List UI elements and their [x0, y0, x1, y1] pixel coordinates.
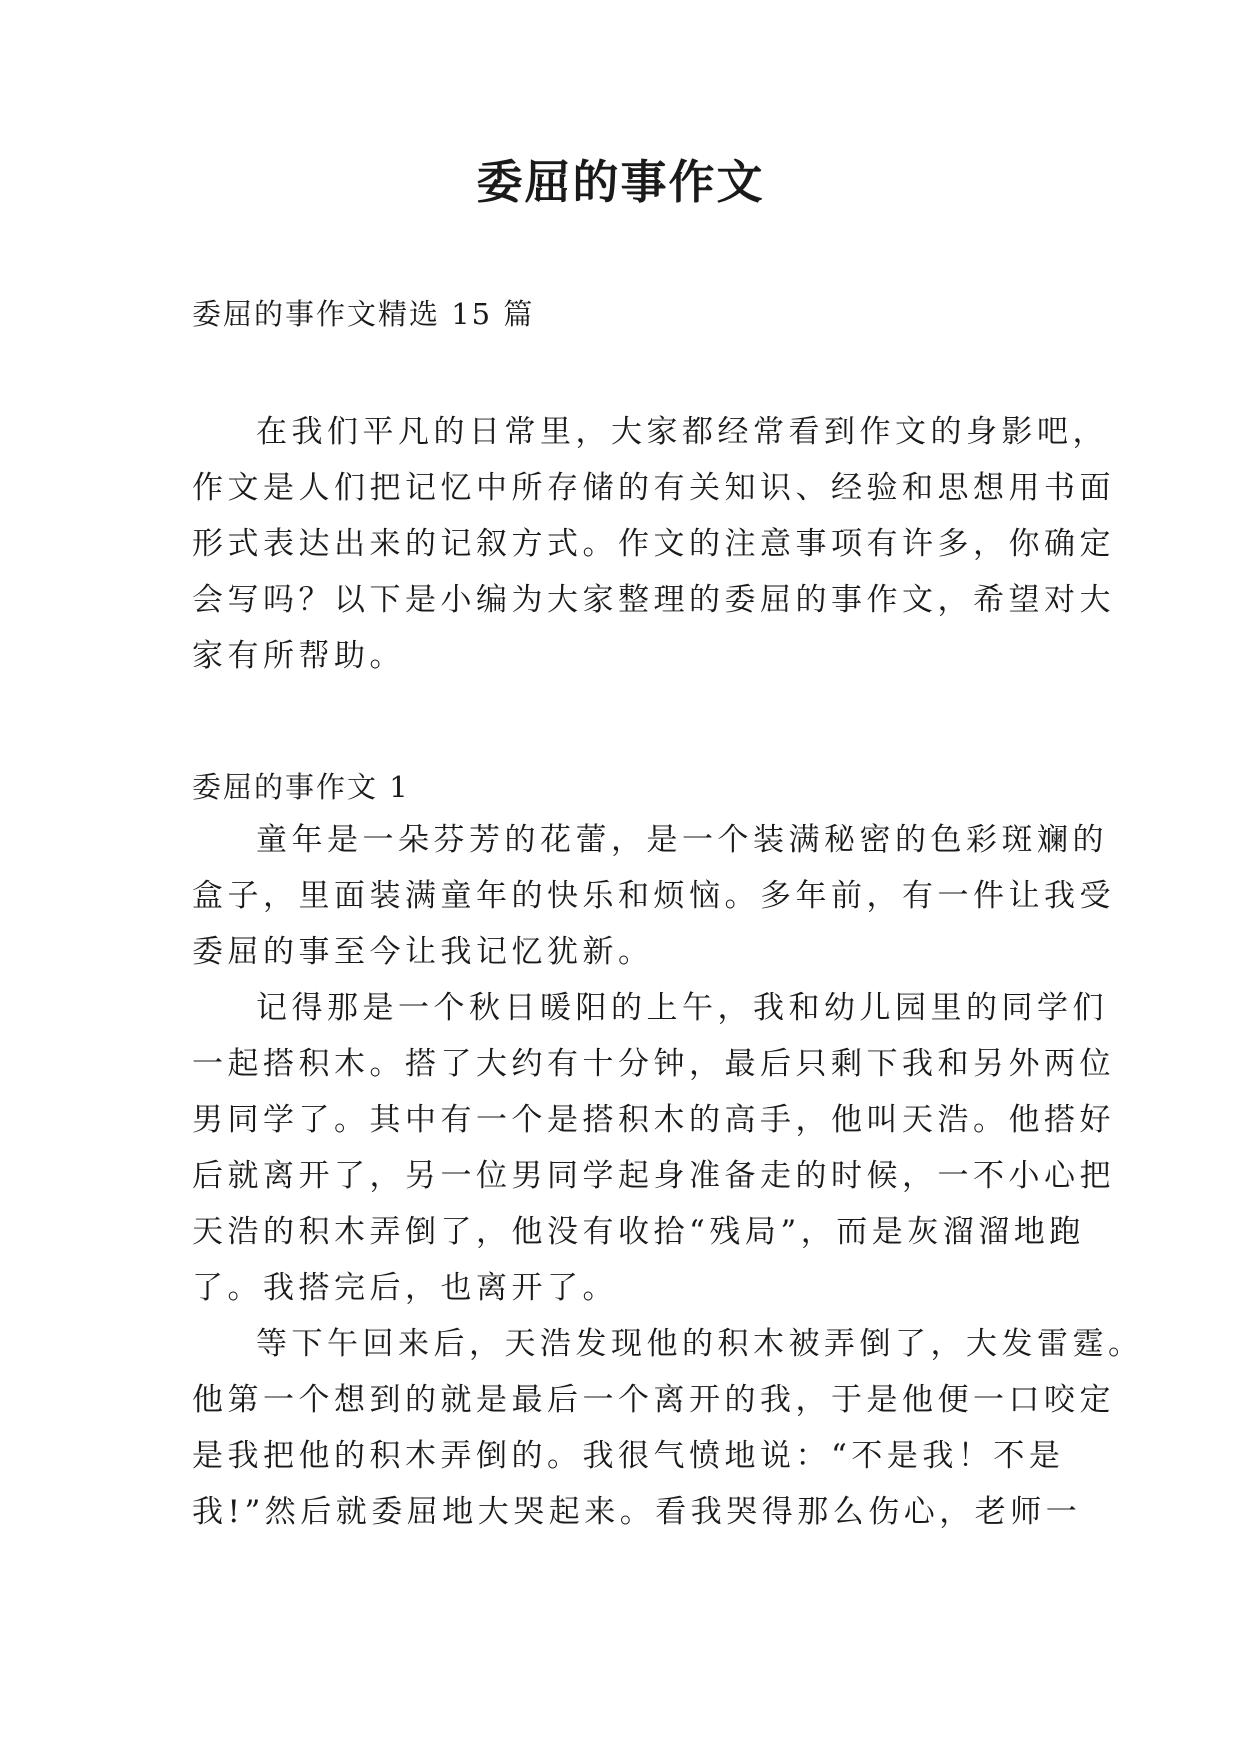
body-line: 男同学了。其中有一个是搭积木的高手，他叫天浩。他搭好	[192, 1102, 1115, 1138]
body-line: 记得那是一个秋日暖阳的上午，我和幼儿园里的同学们	[256, 990, 1108, 1026]
body-line: 一起搭积木。搭了大约有十分钟，最后只剩下我和另外两位	[192, 1046, 1115, 1082]
body-line: 委屈的事至今让我记忆犹新。	[192, 934, 654, 970]
intro-line: 在我们平凡的日常里，大家都经常看到作文的身影吧，	[256, 414, 1108, 450]
body-line: 我!”然后就委屈地大哭起来。看我哭得那么伤心，老师一	[192, 1494, 1082, 1530]
body-line: 盒子，里面装满童年的快乐和烦恼。多年前，有一件让我受	[192, 878, 1115, 914]
document-title: 委屈的事作文	[476, 155, 765, 209]
section-body	[192, 812, 1144, 1540]
intro-paragraph	[192, 404, 1115, 684]
body-line: 他第一个想到的就是最后一个离开的我，于是他便一口咬定	[192, 1382, 1115, 1418]
body-line: 了。我搭完后，也离开了。	[192, 1270, 618, 1306]
body-line: 天浩的积木弄倒了，他没有收拾“残局”，而是灰溜溜地跑	[192, 1214, 1085, 1250]
intro-line: 作文是人们把记忆中所存储的有关知识、经验和思想用书面	[192, 470, 1115, 506]
section-heading: 委屈的事作文 1	[192, 770, 410, 804]
body-line: 后就离开了，另一位男同学起身准备走的时候，一不小心把	[192, 1158, 1115, 1194]
document-subtitle: 委屈的事作文精选 15 篇	[192, 297, 535, 331]
body-line: 等下午回来后，天浩发现他的积木被弄倒了，大发雷霆。	[256, 1326, 1144, 1362]
body-line: 是我把他的积木弄倒的。我很气愤地说：“不是我！不是	[192, 1438, 1065, 1474]
intro-line: 形式表达出来的记叙方式。作文的注意事项有许多，你确定	[192, 526, 1115, 562]
body-line: 童年是一朵芬芳的花蕾，是一个装满秘密的色彩斑斓的	[256, 822, 1108, 858]
intro-line: 会写吗？以下是小编为大家整理的委屈的事作文，希望对大	[192, 582, 1115, 618]
intro-line: 家有所帮助。	[192, 638, 405, 674]
